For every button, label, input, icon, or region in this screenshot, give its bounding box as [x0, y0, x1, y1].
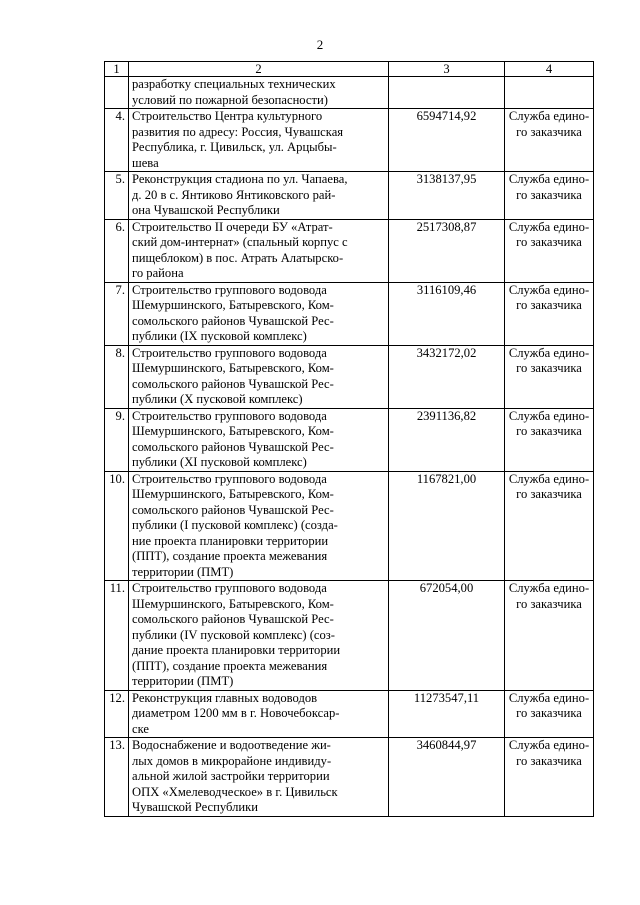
table-header-row [105, 62, 594, 77]
object-name-line: диаметром 1200 мм в г. Новочебоксар- [132, 706, 340, 720]
object-name-line: го района [132, 266, 184, 280]
object-name-line: Строительство группового водовода [132, 471, 327, 486]
customer-cell [505, 738, 594, 817]
customer-line: Служба едино- [508, 172, 590, 186]
row-number: 13. [105, 738, 129, 817]
object-name-line: пищеблоком) в пос. Атрать Алатырско- [132, 250, 344, 265]
row-number: 7. [105, 282, 129, 345]
object-name-line: Шемуршинского, Батыревского, Ком- [132, 361, 334, 375]
object-name-line: Строительство Центра культурного [132, 109, 323, 123]
object-name-line: сомольского районов Чувашской Рес- [132, 313, 334, 328]
object-name-line: лых домов в микрорайоне индивиду- [132, 753, 332, 768]
object-name-line: дание проекта планировки территории [132, 643, 341, 657]
column-header: 3 [389, 62, 505, 77]
page-number: 2 [316, 37, 324, 52]
customer-line: Служба едино- [508, 471, 590, 486]
object-name-line: Реконструкция стадиона по ул. Чапаева, [132, 172, 348, 186]
customer-line: Служба едино- [508, 345, 590, 360]
row-number: 10. [105, 471, 129, 581]
object-name-line: Строительство группового водовода [132, 282, 327, 297]
customer-line: го заказчика [516, 298, 582, 312]
object-name-line: сомольского районов Чувашской Рес- [132, 439, 334, 454]
customer-cell [505, 172, 594, 220]
object-name-line: Чувашской Республики [132, 800, 258, 814]
object-name-cell [129, 172, 389, 220]
customer-line: го заказчика [516, 235, 582, 249]
object-name-line: ОПХ «Хмелеводческое» в г. Цивильск [132, 784, 338, 799]
object-name-line: Строительство II очереди БУ «Атрат- [132, 219, 333, 234]
customer-line: Служба едино- [508, 282, 590, 297]
customer-line: Служба едино- [508, 581, 590, 595]
customer-line: го заказчика [516, 596, 582, 611]
table-row [105, 77, 594, 109]
table-row [105, 172, 594, 220]
object-name-line: Водоснабжение и водоотведение жи- [132, 738, 331, 752]
object-name-line: развития по адресу: Россия, Чувашская [132, 124, 344, 139]
object-name-line: ске [132, 721, 149, 736]
customer-cell [505, 581, 594, 691]
row-number: 5. [105, 172, 129, 220]
object-name-cell [129, 581, 389, 691]
customer-line: Служба едино- [508, 738, 590, 752]
object-name-line: Реконструкция главных водоводов [132, 690, 318, 705]
row-number: 8. [105, 345, 129, 408]
customer-line: Служба едино- [508, 408, 590, 423]
object-name-cell [129, 345, 389, 408]
customer-line: го заказчика [516, 124, 582, 139]
object-name-line: сомольского районов Чувашской Рес- [132, 502, 334, 517]
column-header: 4 [505, 62, 594, 77]
column-header: 2 [129, 62, 389, 77]
customer-cell [505, 219, 594, 282]
object-name-line: д. 20 в с. Янтиково Янтиковского рай- [132, 187, 336, 202]
object-name-line: Республика, г. Цивильск, ул. Арцыбы- [132, 140, 337, 154]
row-number: 11. [105, 581, 129, 691]
row-number: 9. [105, 408, 129, 471]
amount-cell: 2517308,87 [389, 219, 505, 282]
object-name-line: она Чувашской Республики [132, 203, 280, 217]
table-row [105, 109, 594, 172]
object-name-line: публики (X пусковой комплекс) [132, 392, 303, 406]
table-row [105, 282, 594, 345]
customer-line: го заказчика [516, 753, 582, 768]
row-number: 12. [105, 690, 129, 738]
object-name-line: Шемуршинского, Батыревского, Ком- [132, 424, 334, 438]
object-name-line: территории (ПМТ) [132, 564, 234, 579]
object-name-cell [129, 219, 389, 282]
amount-cell: 3432172,02 [389, 345, 505, 408]
customer-line: го заказчика [516, 424, 582, 438]
amount-cell: 3138137,95 [389, 172, 505, 220]
customer-line: го заказчика [516, 361, 582, 375]
object-name-cell [129, 738, 389, 817]
amount-cell: 3460844,97 [389, 738, 505, 817]
object-name-cell [129, 77, 389, 109]
amount-cell: 11273547,11 [389, 690, 505, 738]
amount-cell: 2391136,82 [389, 408, 505, 471]
object-name-line: сомольского районов Чувашской Рес- [132, 376, 334, 391]
table-row [105, 581, 594, 691]
object-name-line: сомольского районов Чувашской Рес- [132, 612, 334, 626]
row-number: 6. [105, 219, 129, 282]
customer-line: го заказчика [516, 487, 582, 501]
customer-cell [505, 345, 594, 408]
table-row [105, 345, 594, 408]
object-name-line: ский дом-интернат» (спальный корпус с [132, 235, 348, 249]
table-row [105, 408, 594, 471]
object-name-cell [129, 690, 389, 738]
table-row [105, 219, 594, 282]
table-row [105, 738, 594, 817]
table-row [105, 471, 594, 581]
object-name-line: Шемуршинского, Батыревского, Ком- [132, 596, 334, 611]
object-name-line: Строительство группового водовода [132, 345, 327, 360]
object-name-cell [129, 109, 389, 172]
customer-line: го заказчика [516, 187, 582, 202]
object-name-line: (ППТ), создание проекта межевания [132, 658, 328, 673]
object-name-line: публики (IV пусковой комплекс) (соз- [132, 627, 335, 642]
object-name-line: (ППТ), создание проекта межевания [132, 549, 328, 563]
object-name-cell [129, 282, 389, 345]
customer-line: Служба едино- [508, 690, 590, 705]
amount-cell: 672054,00 [389, 581, 505, 691]
customer-cell [505, 471, 594, 581]
object-name-line: публики (IX пусковой комплекс) [132, 329, 307, 343]
customer-line: Служба едино- [508, 219, 590, 234]
object-name-line: ние проекта планировки территории [132, 533, 329, 548]
customer-line: Служба едино- [508, 109, 590, 123]
customer-line: го заказчика [516, 706, 582, 720]
amount-cell: 3116109,46 [389, 282, 505, 345]
customer-cell [505, 109, 594, 172]
row-number [105, 77, 129, 109]
customer-cell [505, 690, 594, 738]
amount-cell: 6594714,92 [389, 109, 505, 172]
object-name-line: публики (I пусковой комплекс) (созда- [132, 518, 338, 532]
object-name-line: Строительство группового водовода [132, 408, 327, 423]
row-number: 4. [105, 109, 129, 172]
customer-cell [505, 408, 594, 471]
customer-cell [505, 282, 594, 345]
object-name-line: Строительство группового водовода [132, 581, 327, 595]
object-name-line: разработку специальных технических [132, 77, 336, 91]
customer-cell [505, 77, 594, 109]
object-name-line: территории (ПМТ) [132, 674, 234, 688]
object-name-line: публики (XI пусковой комплекс) [132, 455, 307, 469]
amount-cell: 1167821,00 [389, 471, 505, 581]
object-name-line: Шемуршинского, Батыревского, Ком- [132, 298, 334, 312]
object-name-line: альной жилой застройки территории [132, 769, 330, 783]
object-name-cell [129, 471, 389, 581]
objects-table [104, 61, 594, 817]
column-header: 1 [105, 62, 129, 77]
table-row [105, 690, 594, 738]
object-name-line: условий по пожарной безопасности) [132, 92, 328, 107]
object-name-line: Шемуршинского, Батыревского, Ком- [132, 487, 334, 501]
amount-cell [389, 77, 505, 109]
object-name-line: шева [132, 155, 159, 170]
object-name-cell [129, 408, 389, 471]
